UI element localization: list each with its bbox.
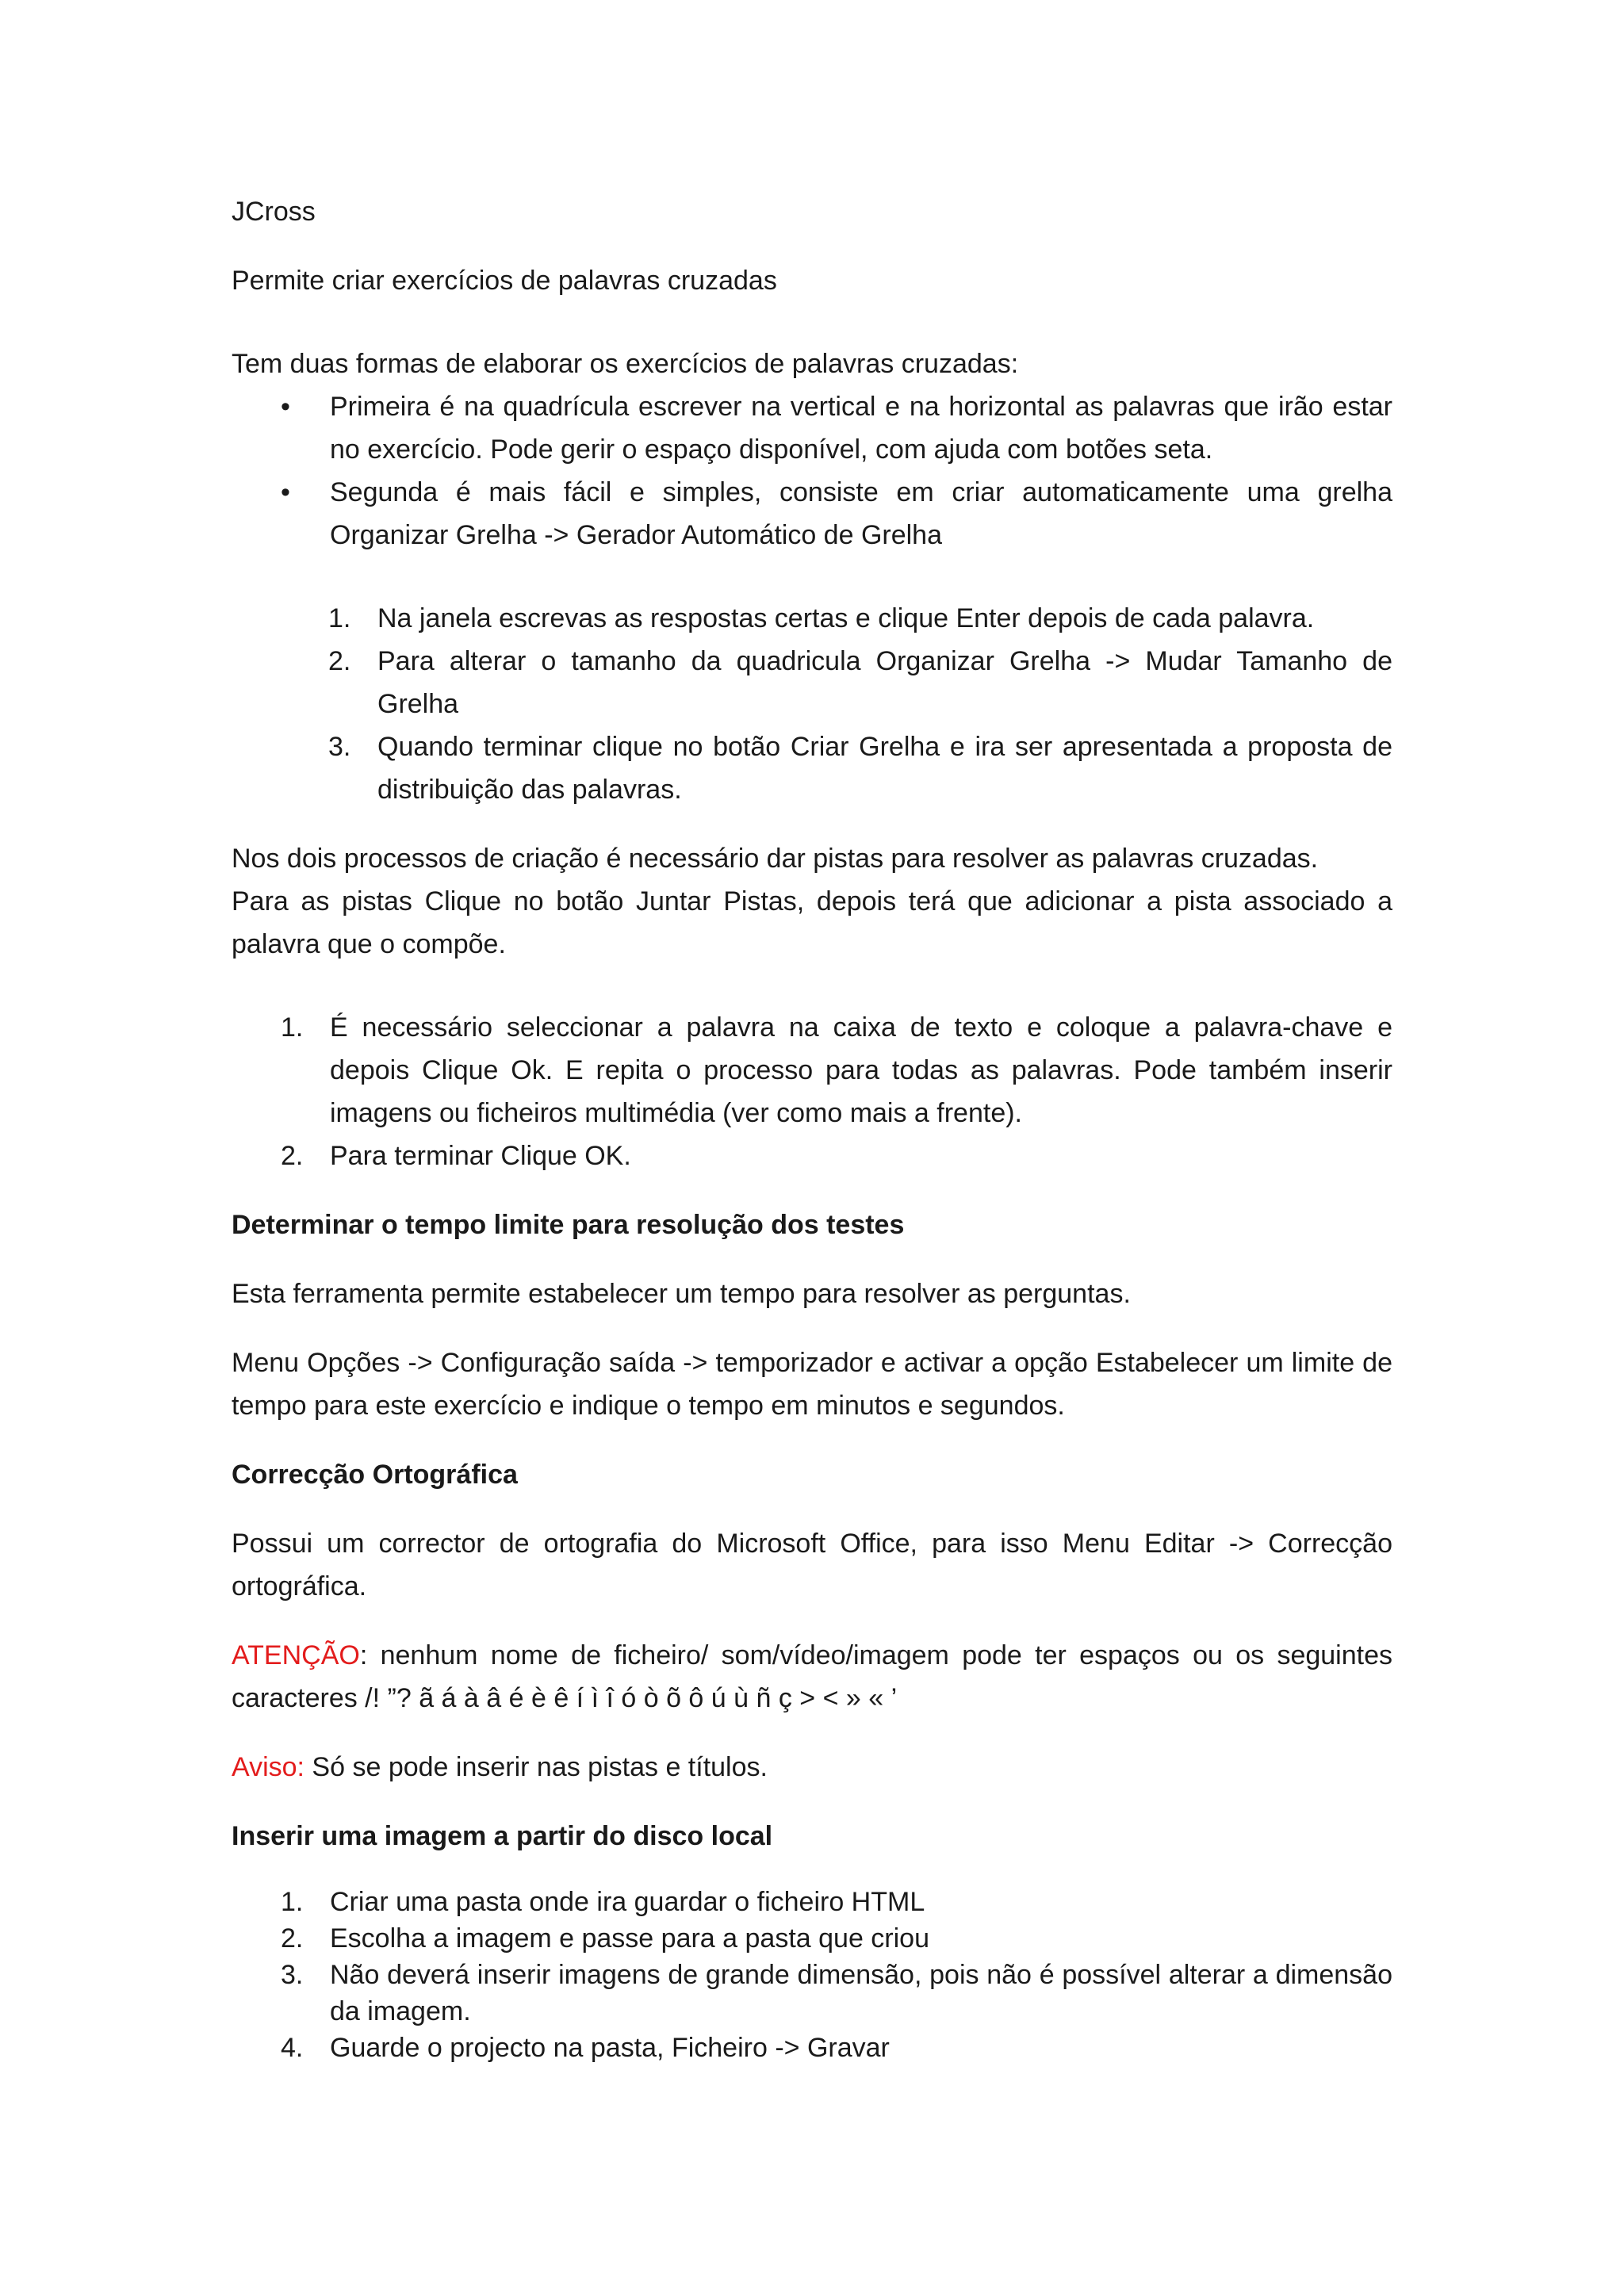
document-page	[232, 190, 1392, 2066]
list-item	[232, 1135, 1392, 1177]
list-item-text: Escolha a imagem e passe para a pasta que criou	[330, 1923, 930, 1954]
list-item-text: Não deverá inserir imagens de grande dimensão, pois não é possível alterar a dimensão da imagem.	[330, 1960, 1392, 2026]
bullet-icon: •	[281, 392, 290, 422]
forms-heading: Tem duas formas de elaborar os exercícios de palavras cruzadas:	[232, 349, 1019, 379]
intro-paragraph: Permite criar exercícios de palavras cruzadas	[232, 266, 777, 296]
list-item	[232, 471, 1392, 557]
list-item	[232, 385, 1392, 471]
clues-paragraph-1: Nos dois processos de criação é necessário dar pistas para resolver as palavras cruzadas.	[232, 844, 1319, 874]
auto-grid-steps	[232, 597, 1392, 811]
attention-text: : nenhum nome de ficheiro/ som/vídeo/imagem pode ter espaços ou os seguintes caracteres /! ”? ã á à â é è ê í ì î ó ò õ ô ú ù ñ ç > < » « ’	[232, 1640, 1392, 1713]
clues-paragraph-2: Para as pistas Clique no botão Juntar Pistas, depois terá que adicionar a pista associado a palavra que o compõe.	[232, 886, 1392, 959]
list-number: 3.	[281, 1960, 304, 1990]
list-item	[232, 1884, 1392, 1920]
attention-label: ATENÇÃO	[232, 1640, 360, 1670]
list-item	[232, 1957, 1392, 2030]
list-item	[232, 2030, 1392, 2066]
spell-check-paragraph: Possui um corrector de ortografia do Microsoft Office, para isso Menu Editar -> Correcção ortográfica.	[232, 1529, 1392, 1601]
notice-label: Aviso:	[232, 1752, 304, 1782]
list-number: 2.	[328, 646, 351, 676]
list-number: 4.	[281, 2033, 304, 2063]
document-title: JCross	[232, 197, 316, 227]
list-item-text: É necessário seleccionar a palavra na caixa de texto e coloque a palavra-chave e depois Clique Ok. E repita o processo para todas as palavras. Pode também inserir imagens ou ficheiros multimédia (ver como mais a frente).	[330, 1012, 1392, 1128]
list-item	[232, 725, 1392, 811]
bullet-icon: •	[281, 477, 290, 507]
spell-check-heading: Correcção Ortográfica	[232, 1460, 518, 1490]
notice-text: Só se pode inserir nas pistas e títulos.	[304, 1752, 768, 1782]
list-item-text: Primeira é na quadrícula escrever na vertical e na horizontal as palavras que irão estar no exercício. Pode gerir o espaço disponível, com ajuda com botões seta.	[330, 392, 1392, 465]
list-number: 1.	[281, 1887, 304, 1917]
clues-steps	[232, 1006, 1392, 1177]
time-limit-paragraph-1: Esta ferramenta permite estabelecer um tempo para resolver as perguntas.	[232, 1279, 1131, 1309]
list-item	[232, 597, 1392, 640]
list-number: 1.	[328, 603, 351, 633]
list-item-text: Para alterar o tamanho da quadricula Organizar Grelha -> Mudar Tamanho de Grelha	[377, 646, 1392, 719]
list-item	[232, 1006, 1392, 1135]
time-limit-heading: Determinar o tempo limite para resolução dos testes	[232, 1210, 905, 1240]
list-item-text: Guarde o projecto na pasta, Ficheiro -> Gravar	[330, 2033, 890, 2063]
list-number: 2.	[281, 1923, 304, 1954]
insert-image-steps	[232, 1884, 1392, 2066]
list-item-text: Na janela escrevas as respostas certas e clique Enter depois de cada palavra.	[377, 603, 1315, 633]
list-item-text: Segunda é mais fácil e simples, consiste em criar automaticamente uma grelha Organizar Grelha -> Gerador Automático de Grelha	[330, 477, 1392, 550]
insert-image-heading: Inserir uma imagem a partir do disco local	[232, 1821, 773, 1851]
list-number: 2.	[281, 1141, 304, 1171]
list-item-text: Criar uma pasta onde ira guardar o ficheiro HTML	[330, 1887, 925, 1917]
list-item	[232, 640, 1392, 725]
list-number: 3.	[328, 732, 351, 762]
forms-bullet-list	[232, 385, 1392, 557]
list-item-text: Quando terminar clique no botão Criar Grelha e ira ser apresentada a proposta de distribuição das palavras.	[377, 732, 1392, 805]
attention-paragraph	[232, 1634, 1392, 1720]
list-item-text: Para terminar Clique OK.	[330, 1141, 631, 1171]
list-item	[232, 1920, 1392, 1957]
notice-paragraph	[232, 1746, 1392, 1789]
time-limit-paragraph-2: Menu Opções -> Configuração saída -> temporizador e activar a opção Estabelecer um limite de tempo para este exercício e indique o tempo em minutos e segundos.	[232, 1348, 1392, 1421]
list-number: 1.	[281, 1012, 304, 1043]
